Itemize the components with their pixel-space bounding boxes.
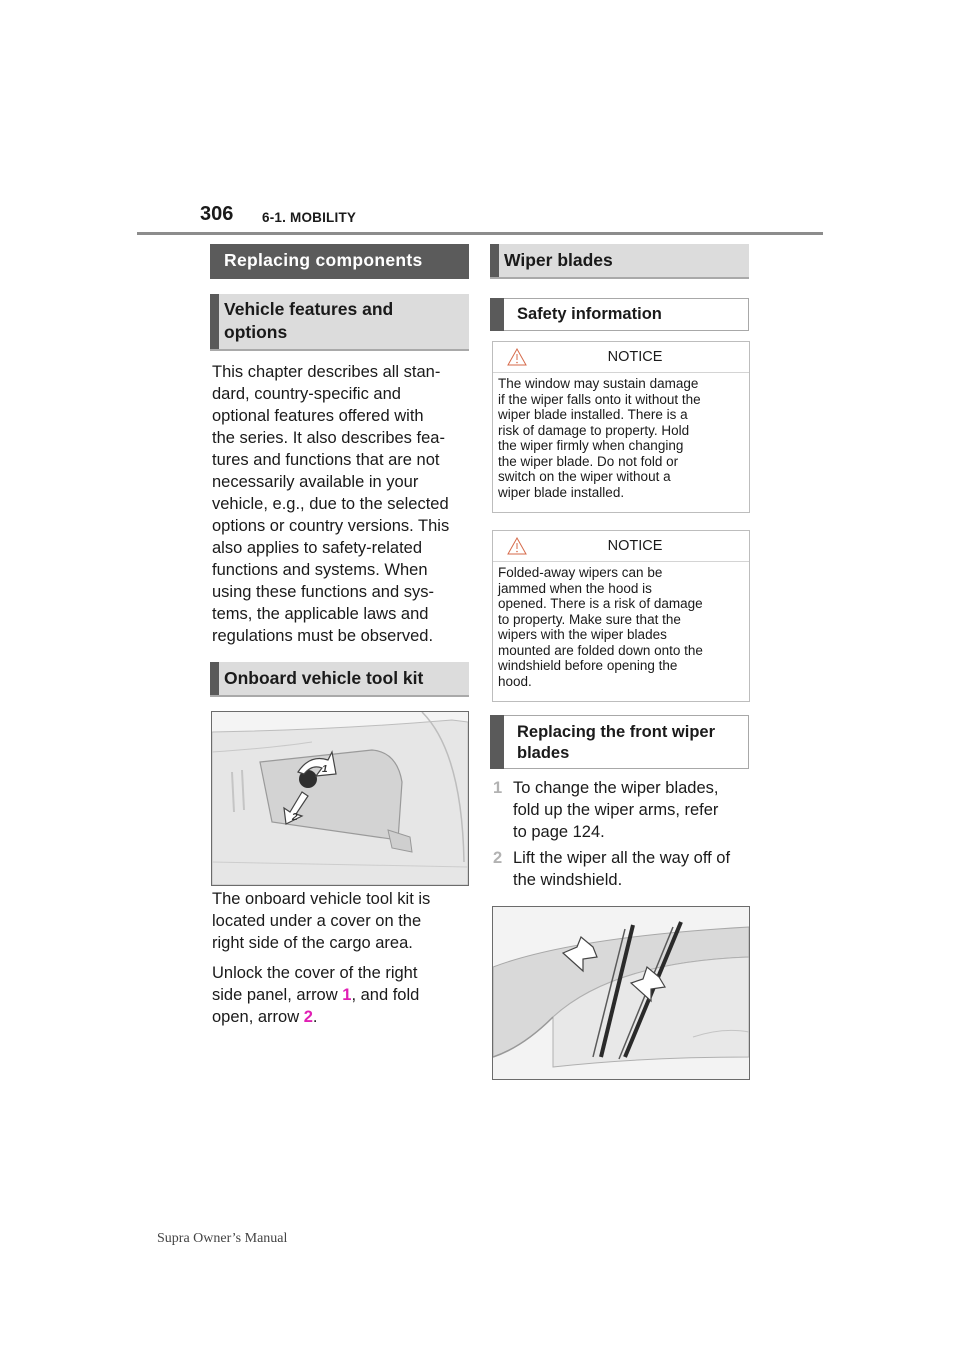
notice-label: NOTICE xyxy=(607,538,663,554)
windshield-drawing xyxy=(493,907,749,1079)
wiper-blades-illustration xyxy=(492,906,750,1080)
arrow-number-1: 1 xyxy=(342,986,352,1004)
section-title: Wiper blades xyxy=(504,250,613,270)
subsection-title: Vehicle features and options xyxy=(224,299,394,342)
figure-label-1: 1 xyxy=(322,764,328,775)
subsection-header-vehicle-features xyxy=(210,294,469,351)
warning-triangle-icon xyxy=(507,348,527,366)
notice-text: The window may sustain damage if the wiper falls onto it without the wiper blade installed. There is a risk of damage to property. Hold the wiper firmly when changing the wiper blade. Do not fold or switch on the wiper without a wiper blade installed. xyxy=(498,376,701,500)
arrow-number-2: 2 xyxy=(303,1008,313,1026)
text-line: necessarily available in your xyxy=(212,473,419,491)
warning-triangle-icon xyxy=(507,537,527,555)
notice-header xyxy=(493,342,749,373)
notice-box xyxy=(492,530,750,702)
footer-manual-title: Supra Owner’s Manual xyxy=(157,1231,288,1246)
subsection-header-replacing-wiper-blades xyxy=(490,715,749,769)
subsection-title: Replacing the front wiper blades xyxy=(517,723,716,762)
cargo-area-drawing xyxy=(212,712,468,885)
text-line: fold up the wiper arms, refer xyxy=(513,801,719,819)
text-line: using these functions and sys- xyxy=(212,583,434,601)
step-number: 1 xyxy=(493,779,503,797)
tool-kit-illustration xyxy=(211,711,469,886)
text-line: The onboard vehicle tool kit is xyxy=(212,890,431,908)
text-line: optional features offered with xyxy=(212,407,424,425)
notice-header xyxy=(493,531,749,562)
subsection-title: Onboard vehicle tool kit xyxy=(224,668,424,688)
step-2 xyxy=(493,847,753,891)
notice-text: Folded-away wipers can be jammed when the hood is opened. There is a risk of damage to property. Make sure that the wipers with the wiper blades mounted are folded down onto the windshield before opening the hood. xyxy=(498,565,703,689)
text-line: also applies to safety-related xyxy=(212,539,423,557)
subsection-header-tool-kit xyxy=(210,662,469,697)
tool-kit-paragraph-2 xyxy=(212,962,472,1028)
section-title: Replacing components xyxy=(224,250,423,270)
text-line: This chapter describes all stan- xyxy=(212,363,441,381)
text-line: Unlock the cover of the right xyxy=(212,964,418,982)
page-number: 306 xyxy=(200,203,234,225)
text-line: vehicle, e.g., due to the selected xyxy=(212,495,449,513)
step-number: 2 xyxy=(493,849,503,867)
text-line: open, arrow 2. xyxy=(212,1008,318,1026)
header-rule xyxy=(137,232,823,235)
text-line: options or country versions. This xyxy=(212,517,450,535)
notice-label: NOTICE xyxy=(607,349,663,365)
text-line: side panel, arrow 1, and fold xyxy=(212,986,420,1004)
figure-label-2: 2 xyxy=(292,812,298,823)
section-header-replacing-components xyxy=(210,244,469,279)
chapter-title: 6-1. MOBILITY xyxy=(262,210,357,225)
subsection-header-safety-information xyxy=(490,298,749,331)
text-line: tures and functions that are not xyxy=(212,451,440,469)
text-line: tems, the applicable laws and xyxy=(212,605,429,623)
text-line: to page 124. xyxy=(513,823,605,841)
text-line: Lift the wiper all the way off of xyxy=(513,849,731,867)
vehicle-features-paragraph xyxy=(212,361,472,647)
tool-kit-paragraph-1 xyxy=(212,888,472,954)
text-line: the series. It also describes fea- xyxy=(212,429,445,447)
text-line: located under a cover on the xyxy=(212,912,422,930)
text-line: To change the wiper blades, xyxy=(513,779,719,797)
text-line: regulations must be observed. xyxy=(212,627,434,645)
section-header-wiper-blades xyxy=(490,244,749,279)
notice-box xyxy=(492,341,750,513)
text-line: right side of the cargo area. xyxy=(212,934,413,952)
subsection-title: Safety information xyxy=(517,305,662,323)
step-1 xyxy=(493,777,753,843)
text-line: the windshield. xyxy=(513,871,623,889)
text-line: functions and systems. When xyxy=(212,561,428,579)
text-line: dard, country-specific and xyxy=(212,385,401,403)
